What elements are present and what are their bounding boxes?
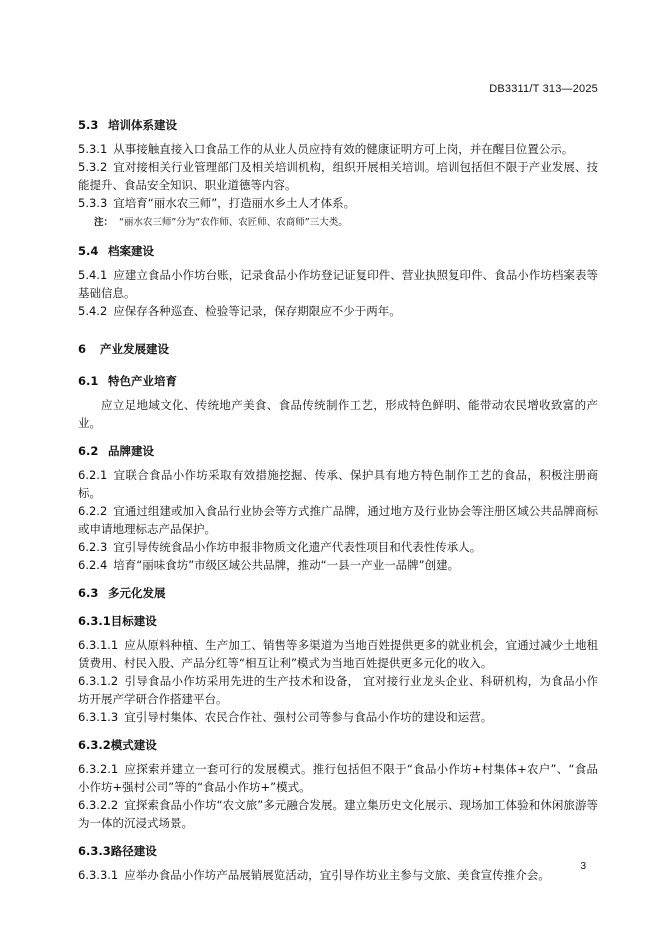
section-number: 6.3 (78, 586, 99, 600)
clause-number: 5.4.1 (78, 268, 108, 282)
clause-text: 应探索并建立一套可行的发展模式。推行包括但不限于“食品小作坊+村集体+农户”、“食品小作坊+强村公司”等的“食品小作坊+”模式。 (78, 762, 598, 794)
clause-number: 6.3.1.3 (78, 710, 119, 724)
clause-text: 宜探索食品小作坊“农文旅”多元融合发展。建立集历史文化展示、现场加工体验和休闲旅游等为一体的沉浸式场景。 (78, 798, 598, 830)
section-heading-5-4 (78, 242, 598, 260)
chapter-number: 6 (78, 342, 87, 356)
clause-text: 宜引导村集体、农民合作社、强村公司等参与食品小作坊的建设和运营。 (124, 710, 493, 724)
clause-number: 5.3.1 (78, 142, 108, 156)
clause-text: 宜引导传统食品小作坊申报非物质文化遗产代表性项目和代表性传承人。 (113, 540, 482, 554)
section-title: 目标建设 (110, 614, 157, 628)
clause-text: 从事接触直接入口食品工作的从业人员应持有效的健康证明方可上岗，并在醒目位置公示。 (113, 142, 574, 156)
clause-6-2-1 (78, 466, 598, 502)
note-label: 注： (94, 217, 114, 228)
clause-6-3-1-1 (78, 636, 598, 672)
clause-6-3-1-2 (78, 672, 598, 708)
clause-5-4-2 (78, 302, 598, 320)
clause-5-3-3 (78, 194, 598, 212)
section-number: 6.1 (78, 374, 99, 388)
paragraph-6-1: 应立足地域文化、传统地产美食、食品传统制作工艺，形成特色鲜明、能带动农民增收致富的产业。 (78, 398, 598, 430)
clause-number: 6.2.4 (78, 558, 108, 572)
clause-text: 宜通过组建或加入食品行业协会等方式推广品牌，通过地方及行业协会等注册区域公共品牌商标或申请地理标志产品保护。 (78, 504, 598, 536)
clause-6-2-2 (78, 502, 598, 538)
chapter-heading-6 (78, 340, 598, 358)
section-title: 多元化发展 (108, 586, 166, 600)
clause-text: 宜对接相关行业管理部门及相关培训机构，组织开展相关培训。培训包括但不限于产业发展、技能提升、食品安全知识、职业道德等内容。 (78, 160, 598, 192)
section-number: 6.2 (78, 444, 99, 458)
note (78, 214, 598, 232)
clause-text: 应从原料种植、生产加工、销售等多渠道为当地百姓提供更多的就业机会，宜通过减少土地租赁费用、村民入股、产品分红等“相互让利”模式为当地百姓提供更多元化的收入。 (78, 638, 598, 670)
clause-5-3-2 (78, 158, 598, 194)
clause-6-2-4 (78, 556, 598, 574)
clause-6-3-2-2 (78, 796, 598, 832)
clause-6-3-2-1 (78, 760, 598, 796)
section-title: 档案建设 (108, 244, 154, 258)
clause-6-2-3 (78, 538, 598, 556)
section-title: 模式建设 (110, 738, 157, 752)
section-heading-6-3-2 (78, 736, 598, 754)
clause-5-4-1 (78, 266, 598, 302)
section-number: 5.3 (78, 118, 99, 132)
clause-number: 6.3.1.1 (78, 638, 119, 652)
clause-number: 5.4.2 (78, 304, 108, 318)
clause-number: 5.3.3 (78, 196, 108, 210)
page-number: 3 (580, 861, 586, 872)
section-title: 特色产业培育 (108, 374, 177, 388)
clause-number: 6.3.2.1 (78, 762, 119, 776)
clause-6-3-1-3 (78, 708, 598, 726)
clause-text: 宜培育“丽水农三师”，打造丽水乡土人才体系。 (113, 196, 356, 210)
note-text: “丽水农三师”分为“农作师、农匠师、农商师”三大类。 (119, 217, 348, 228)
section-number: 5.4 (78, 244, 99, 258)
section-heading-6-1 (78, 372, 598, 390)
section-heading-6-3 (78, 584, 598, 602)
section-heading-5-3 (78, 116, 598, 134)
clause-number: 6.3.2.2 (78, 798, 119, 812)
clause-text: 应建立食品小作坊台账，记录食品小作坊登记证复印件、营业执照复印件、食品小作坊档案表等基础信息。 (78, 268, 598, 300)
section-number: 6.3.3 (78, 844, 111, 858)
standard-code: DB3311/T 313—2025 (489, 83, 598, 95)
clause-text: 宜联合食品小作坊采取有效措施挖掘、传承、保护具有地方特色制作工艺的食品，积极注册商标。 (78, 468, 598, 500)
clause-number: 6.3.3.1 (78, 868, 119, 882)
section-heading-6-2 (78, 442, 598, 460)
section-title: 品牌建设 (108, 444, 154, 458)
clause-number: 6.2.1 (78, 468, 108, 482)
section-title: 路径建设 (110, 844, 157, 858)
clause-text: 应保存各种巡查、检验等记录，保存期限应不少于两年。 (113, 304, 401, 318)
clause-text: 应举办食品小作坊产品展销展览活动，宜引导作坊业主参与文旅、美食宣传推介会。 (124, 868, 550, 882)
clause-5-3-1 (78, 140, 598, 158)
section-heading-6-3-3 (78, 842, 598, 860)
clause-number: 6.2.2 (78, 504, 108, 518)
clause-text: 引导食品小作坊采用先进的生产技术和设备， 宜对接行业龙头企业、科研机构，为食品小作坊开展产学研合作搭建平台。 (78, 674, 598, 706)
clause-number: 5.3.2 (78, 160, 108, 174)
section-title: 培训体系建设 (108, 118, 177, 132)
clause-number: 6.3.1.2 (78, 674, 119, 688)
section-heading-6-3-1 (78, 612, 598, 630)
page-content (78, 106, 598, 884)
clause-text: 培育“丽味食坊”市级区域公共品牌，推动“一县一产业一品牌”创建。 (113, 558, 460, 572)
clause-number: 6.2.3 (78, 540, 108, 554)
section-number: 6.3.1 (78, 614, 111, 628)
clause-6-3-3-1 (78, 866, 598, 884)
section-number: 6.3.2 (78, 738, 111, 752)
chapter-title: 产业发展建设 (100, 342, 169, 356)
